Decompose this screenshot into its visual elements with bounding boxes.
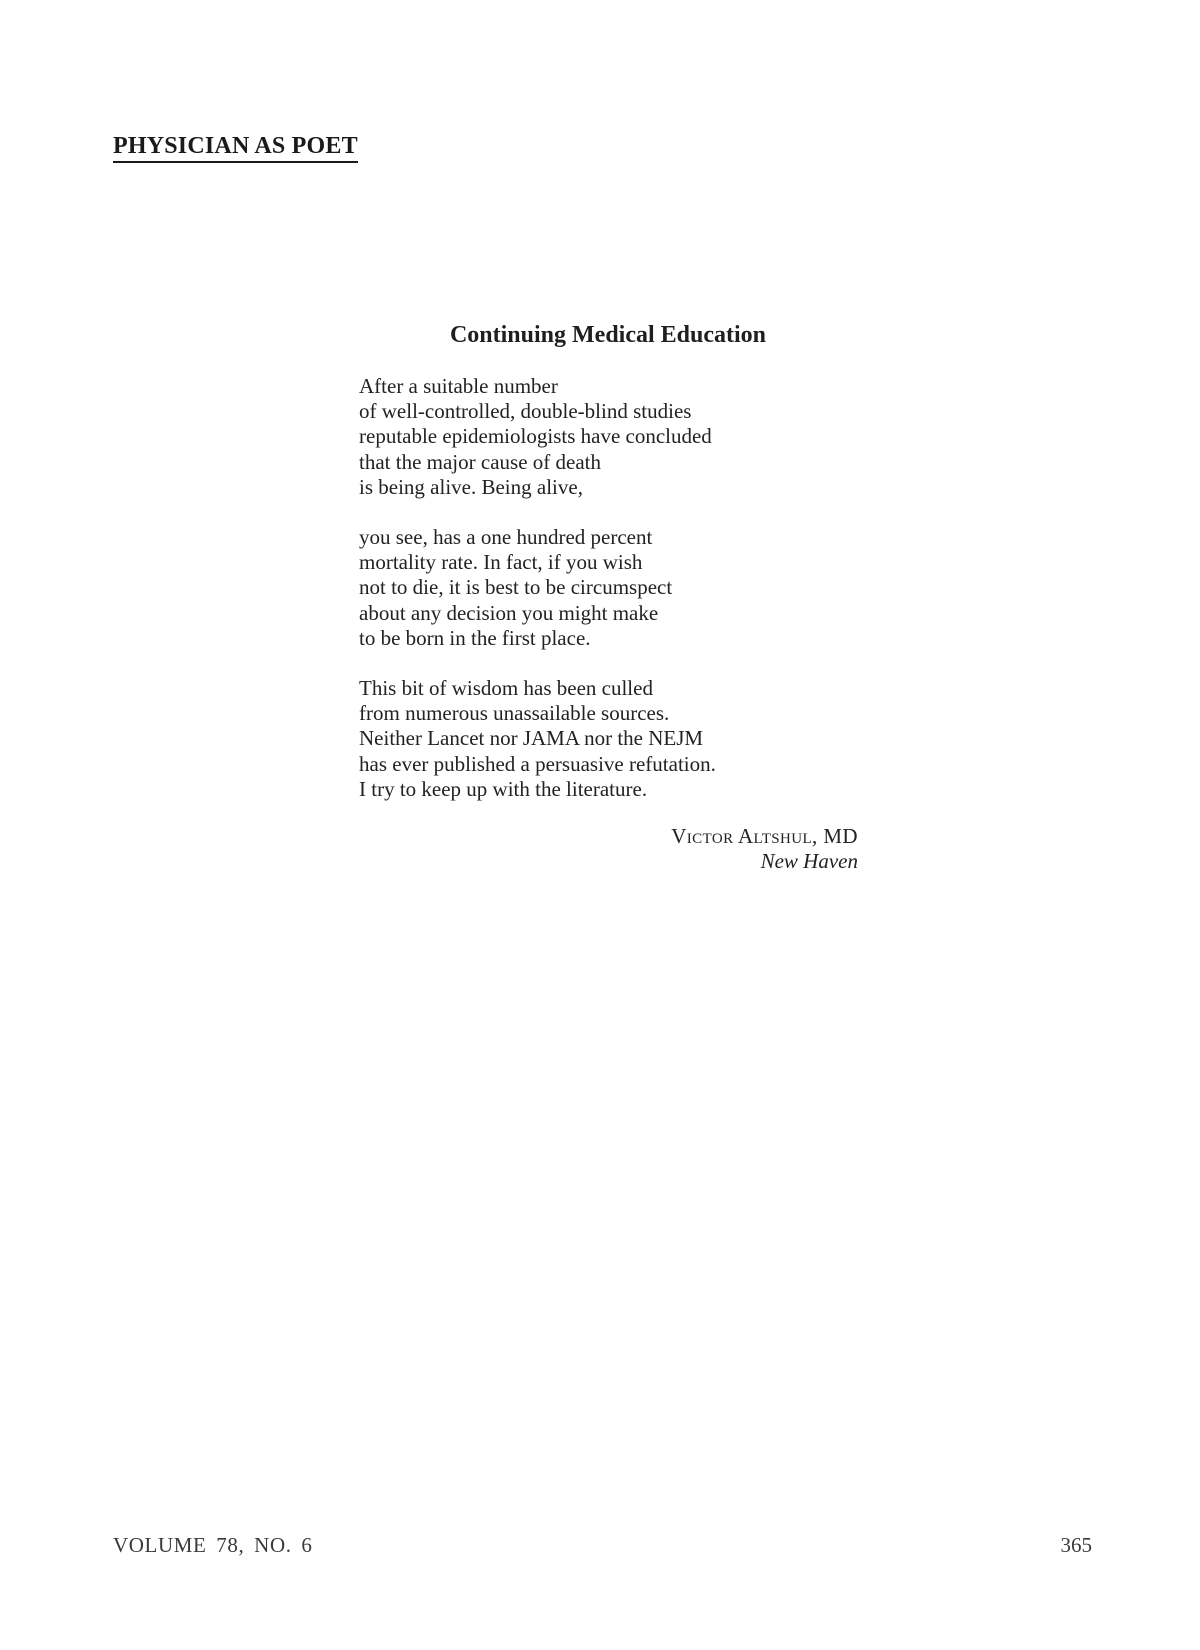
poem-line: not to die, it is best to be circumspect bbox=[359, 575, 673, 600]
poem-line: of well-controlled, double-blind studies bbox=[359, 399, 692, 424]
poem-line: from numerous unassailable sources. bbox=[359, 701, 670, 726]
poem-line: I try to keep up with the literature. bbox=[359, 776, 648, 801]
poem-line: After a suitable number bbox=[359, 374, 558, 398]
poem-line: Neither Lancet nor JAMA nor the NEJM bbox=[359, 726, 704, 751]
poem-line: to be born in the first place. bbox=[359, 625, 591, 650]
poem-line: about any decision you might make bbox=[359, 600, 659, 625]
page-number: 365 bbox=[1060, 1533, 1092, 1557]
poem-line: reputable epidemiologists have concluded bbox=[359, 424, 712, 449]
poem-title: Continuing Medical Education bbox=[449, 322, 767, 348]
poem-line: you see, has a one hundred percent bbox=[359, 525, 653, 550]
author-name: Victor Altshul, MD bbox=[671, 824, 858, 848]
poem-body bbox=[359, 374, 716, 802]
poem-line: This bit of wisdom has been culled bbox=[359, 676, 653, 701]
stanza-2 bbox=[359, 525, 716, 651]
section-header: PHYSICIAN AS POET bbox=[113, 132, 358, 163]
stanza-3 bbox=[359, 676, 716, 802]
stanza-1 bbox=[359, 374, 716, 500]
poem-line: has ever published a persuasive refutation. bbox=[359, 751, 716, 776]
author-city: New Haven bbox=[760, 849, 858, 873]
volume-label: VOLUME 78, NO. 6 bbox=[113, 1533, 313, 1557]
poem-line: mortality rate. In fact, if you wish bbox=[359, 550, 643, 575]
author-signature bbox=[671, 824, 858, 874]
poem-line: is being alive. Being alive, bbox=[359, 474, 583, 499]
poem-line: that the major cause of death bbox=[359, 449, 601, 474]
